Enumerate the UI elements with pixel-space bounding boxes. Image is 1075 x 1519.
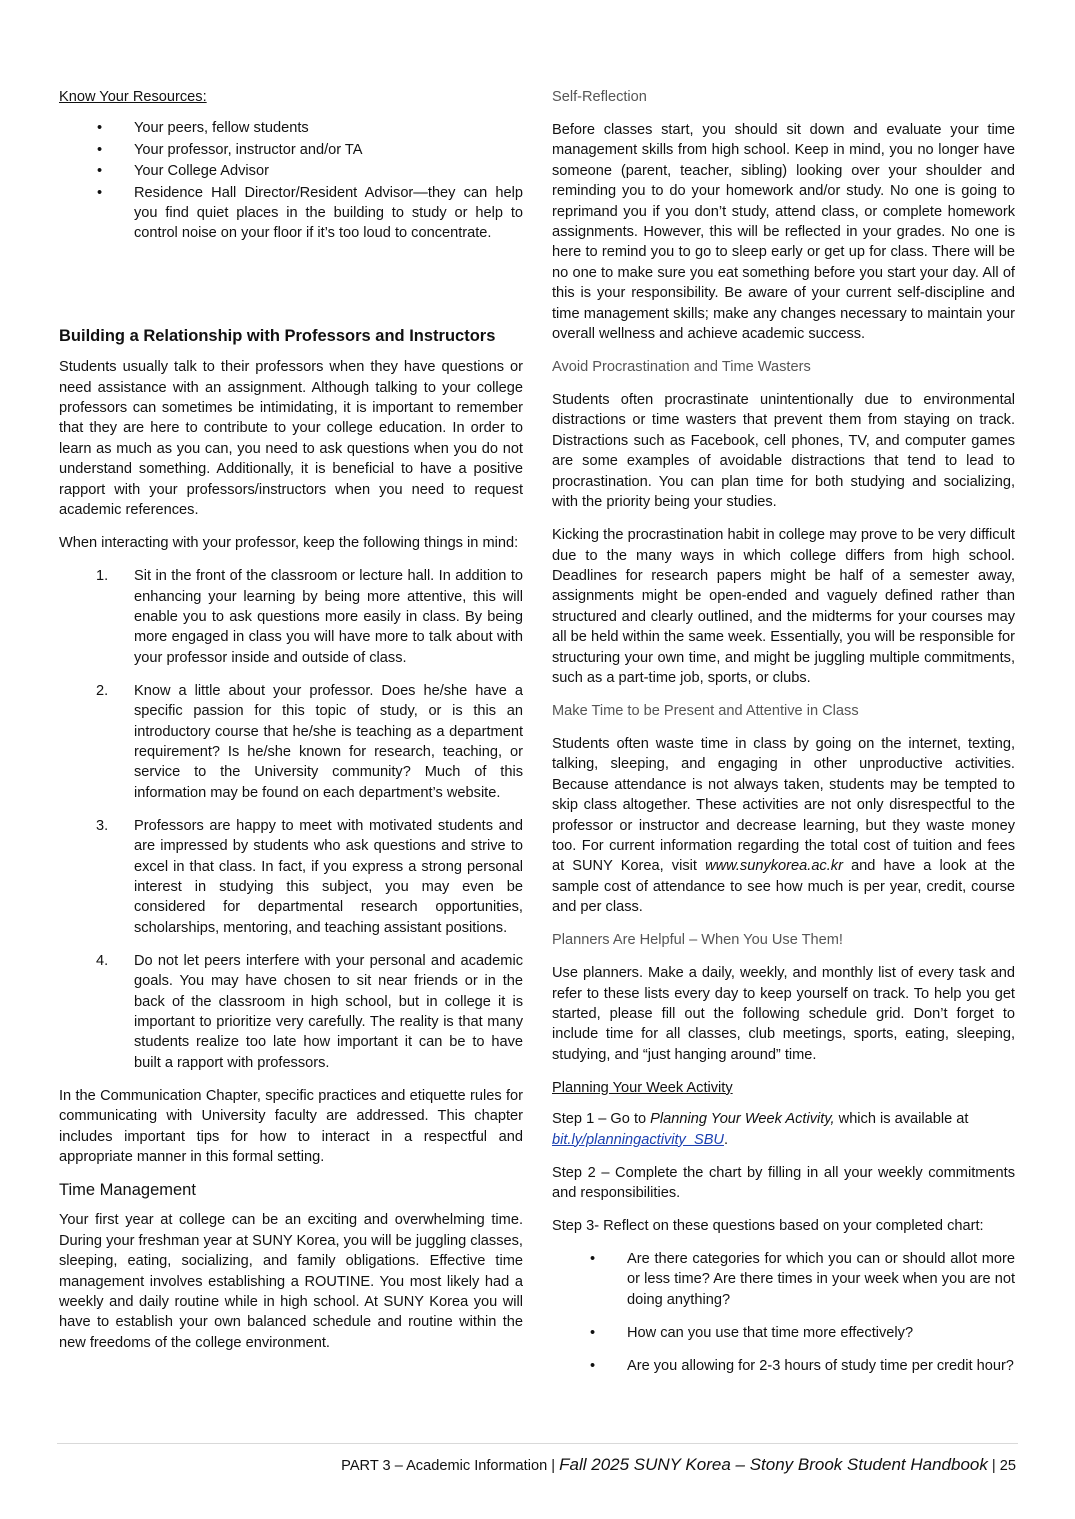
list-item-text: Know a little about your professor. Does he/she have a specific passion for this topic of study, or is this an introductory course that he/she is teaching as a department requirement? Is he/she known for research, teaching, or service to the University community? Much of this information may be found on each department’s website. — [134, 682, 523, 801]
paragraph: Before classes start, you should sit down and evaluate your time management skills from high school. Keep in mind, you no longer have someone (parent, teacher, sibling) looking over your shoulder and reminding you to do your homework and/or study. No one is going to reprimand you if you don’t study, attend class, or complete homework assignments. However, this will be reflected in your grades. No one is here to remind you to go to sleep early or get up for class. There will be no one to make sure you eat something before you start your day. All of this is your responsibility. Be aware of your current self-discipline and time management skills; make any changes necessary to maintain your overall wellness and achieve academic success. — [552, 122, 1015, 343]
activity-heading: Planning Your Week Activity — [552, 1079, 733, 1096]
list-item: • How can you use that time more effectively? — [552, 1323, 1015, 1343]
subheading-self-reflection: Self-Reflection — [552, 89, 647, 105]
reflection-questions — [552, 1249, 1015, 1376]
step-3: Step 3- Reflect on these questions based on your completed chart: — [552, 1218, 984, 1235]
list-item — [59, 816, 523, 938]
list-item-text: Do not let peers interfere with your personal and academic goals. You may have chosen to sit near friends or in the back of the classroom in high school, but in college it is important to prioritize very carefully. The reality is that many students realize too late how important it can be to have built a rapport with professors. — [134, 952, 523, 1071]
spacer — [59, 244, 523, 326]
paragraph: Kicking the procrastination habit in college may prove to be very difficult due to the many ways in which college differs from high school. Deadlines for research papers might be half of a semester away, assignments might be open-ended and vaguely defined rather than structured and clearly outlined, and the midterms for your courses may all be held within the same week. Essentially, you will be responsible for structuring your own time, and might be juggling multiple commitments, such as a part-time job, sports, or clubs. — [552, 527, 1015, 686]
paragraph: When interacting with your professor, keep the following things in mind: — [59, 535, 519, 552]
list-item: • Your peers, fellow students — [59, 118, 523, 138]
list-item — [59, 951, 523, 1073]
step-2: Step 2 – Complete the chart by filling in all your weekly commitments and responsibilities. — [552, 1164, 1015, 1202]
list-number: 4. — [96, 952, 109, 969]
footer-part: PART 3 – Academic Information — [341, 1458, 548, 1474]
paragraph: Students usually talk to their professors when they have questions or need assistance with an assignment. Although talking to your college professors can sometimes be intimidating, it is important to remember that they are here to contribute to your college education. In order to learn as much as you can, you need to ask questions when you do not understand something. Additionally, it is beneficial to have a positive rapport with your professors/instructors when you need to request academic references. — [59, 359, 523, 519]
subheading-present-in-class: Make Time to be Present and Attentive in Class — [552, 702, 859, 719]
resources-list — [59, 118, 523, 243]
list-item: • Are there categories for which you can or should allot more or less time? Are there times in your week when you are not doing anything? — [552, 1249, 1015, 1310]
tips-list — [59, 566, 523, 1073]
subheading-planners: Planners Are Helpful – When You Use Them! — [552, 932, 843, 949]
list-item: • Are you allowing for 2-3 hours of study time per credit hour? — [552, 1356, 1015, 1376]
paragraph: Your first year at college can be an exciting and overwhelming time. During your freshman year at SUNY Korea, you will be juggling classes, sleeping, eating, socializing, and family obligations. Effective time management involves establishing a ROUTINE. You most likely had a weekly and daily routine while in high school. At SUNY Korea you will have to establish your own balanced schedule and routine within the new freedoms of the college environment. — [59, 1212, 523, 1351]
list-item: • Your professor, instructor and/or TA — [59, 140, 523, 160]
list-item-text: Sit in the front of the classroom or lecture hall. In addition to enhancing your learning by being more attentive, this will enable you to ask questions more easily in class. By being more engaged in class you will have more to talk about with your professor inside and outside of class. — [134, 568, 523, 666]
section-heading-relationship: Building a Relationship with Professors and Instructors — [59, 326, 496, 345]
left-column — [59, 87, 523, 1366]
paragraph: In the Communication Chapter, specific practices and etiquette rules for communicating with University faculty are addressed. This chapter includes important tips for how to interact in a respectful and appropriate manner in this formal setting. — [59, 1087, 523, 1166]
list-item — [59, 681, 523, 803]
resources-heading: Know Your Resources: — [59, 89, 207, 105]
list-item-text: Professors are happy to meet with motivated students and are impressed by students who ask questions and strive to excel in that class. In fact, if you express a strong personal interest in studying this subject, you may even be considered for departmental research opportunities, scholarships, mentoring, and teaching assistant positions. — [134, 817, 523, 936]
section-heading-time-management: Time Management — [59, 1181, 196, 1200]
right-column — [552, 87, 1015, 1389]
subheading-procrastination: Avoid Procrastination and Time Wasters — [552, 359, 811, 376]
list-item: • Your College Advisor — [59, 161, 523, 181]
paragraph: Students often procrastinate unintentionally due to environmental distractions or time wasters that prevent them from staying on track. Distractions such as Facebook, cell phones, TV, and computer games are some examples of avoidable distractions that tend to lead to procrastination. You can plan time for both studying and socializing, with the priority being your studies. — [552, 392, 1015, 511]
website-text: www.sunykorea.ac.kr — [705, 858, 843, 875]
list-number: 2. — [96, 682, 109, 699]
list-number: 1. — [96, 568, 109, 585]
paragraph: Use planners. Make a daily, weekly, and monthly list of every task and refer to these lists every day to keep yourself on track. To help you get started, please fill out the following schedule grid. Don’t forget to include time for all classes, club meetings, sports, eating, sleeping, studying, and “just hanging around” time. — [552, 965, 1015, 1063]
page-number: 25 — [999, 1458, 1016, 1474]
planning-activity-link[interactable]: bit.ly/planningactivity_SBU — [552, 1131, 724, 1148]
step-1: Step 1 – Go to Planning Your Week Activity, which is available at bit.ly/planningactivity_SBU. — [552, 1111, 969, 1148]
list-number: 3. — [96, 817, 109, 834]
footer-divider — [57, 1443, 1018, 1444]
page-footer: PART 3 – Academic Information | Fall 2025 SUNY Korea – Stony Brook Student Handbook | 25 — [341, 1455, 1016, 1474]
footer-book-title: Fall 2025 SUNY Korea – Stony Brook Student Handbook — [559, 1455, 988, 1474]
paragraph: Students often waste time in class by going on the internet, texting, talking, sleeping, and engaging in other unproductive activities. Because attendance is not always taken, students may be tempted to skip class altogether. These activities are not only disrespectful to the professor or instructor and decrease learning, but they waste money too. For current information regarding the total cost of tuition and fees at SUNY Korea, visit www.sunykorea.ac.kr and have a look at the sample cost of attendance to see how much is per year, credit, course and per class. — [552, 735, 1015, 916]
list-item — [59, 566, 523, 668]
list-item: • Residence Hall Director/Resident Advisor—they can help you find quiet places in the building to study or help to control noise on your floor if it’s too loud to concentrate. — [59, 183, 523, 244]
